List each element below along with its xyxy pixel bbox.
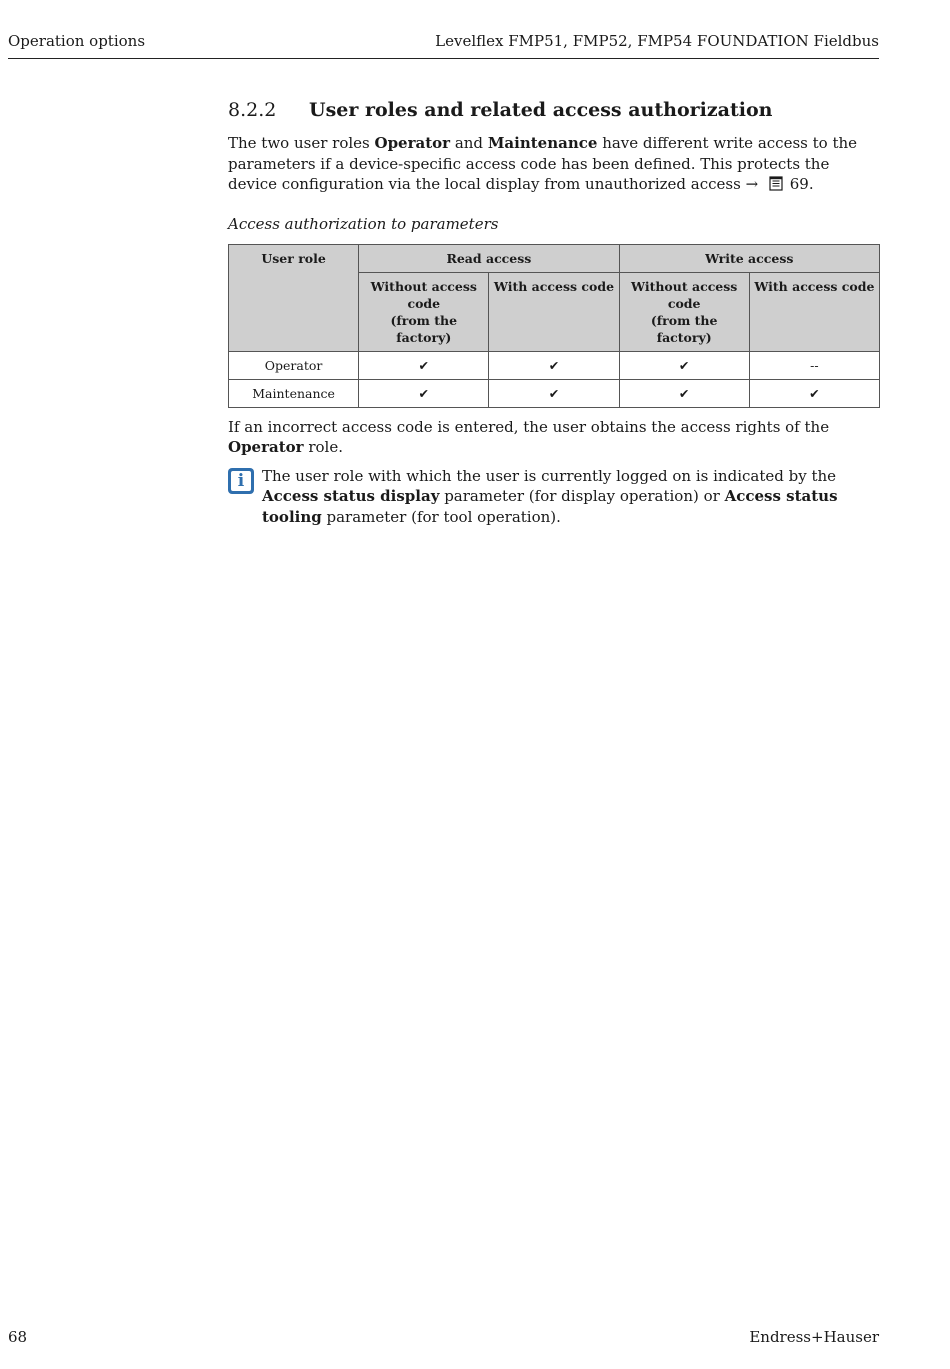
table-header-row [229, 244, 880, 272]
intro-text-2: and [450, 134, 488, 152]
cell-value: ✔ [619, 379, 749, 407]
col-write-with-code: With access code [749, 272, 879, 351]
cell-value: ✔ [619, 351, 749, 379]
section-heading [228, 96, 880, 124]
incorrect-code-paragraph [228, 417, 880, 458]
intro-operator-term: Operator [374, 134, 451, 152]
header-section-name: Operation options [8, 32, 146, 50]
page-reference-icon[interactable] [769, 176, 783, 197]
page-reference-link[interactable]: 69. [789, 175, 814, 193]
access-status-tooling-term: Access status tooling [262, 487, 838, 526]
row-role: Operator [229, 351, 359, 379]
col-write-without-code: Without access code (from the factory) [619, 272, 749, 351]
cell-value: ✔ [359, 379, 489, 407]
cell-value: ✔ [359, 351, 489, 379]
intro-text-3: have different write access to the parameters if a device-specific access code has been defined. This protects the device configuration via the local display from unauthorized access [228, 134, 858, 193]
intro-maintenance-term: Maintenance [487, 134, 598, 152]
section-title: User roles and related access authorization [309, 99, 773, 121]
page-number: 68 [8, 1328, 28, 1346]
header-document-title: Levelflex FMP51, FMP52, FMP54 FOUNDATION Fieldbus [435, 32, 879, 50]
cell-value: ✔ [489, 351, 619, 379]
col-read-with-code: With access code [489, 272, 619, 351]
table-caption: Access authorization to parameters [228, 214, 499, 233]
info-icon: i [228, 468, 254, 494]
row-role: Maintenance [229, 379, 359, 407]
col-group-write: Write access [619, 244, 879, 272]
intro-paragraph [228, 133, 880, 197]
info-note [228, 466, 880, 528]
access-authorization-table [228, 244, 880, 408]
cell-value: ✔ [489, 379, 619, 407]
cell-value: ✔ [749, 379, 879, 407]
table-row [229, 351, 880, 379]
table-row [229, 379, 880, 407]
after-text-2: role. [303, 438, 343, 456]
info-note-text: The user role with which the user is currently logged on is indicated by the Access status display parameter (for display operation) or Access status tooling parameter (for tool operation). [262, 466, 838, 526]
footer-brand: Endress+Hauser [749, 1328, 879, 1346]
arrow-icon: → [745, 175, 759, 193]
section-number: 8.2.2 [228, 99, 277, 121]
intro-text-1: The two user roles [228, 134, 375, 152]
cell-value: -- [749, 351, 879, 379]
after-text-1: If an incorrect access code is entered, the user obtains the access rights of the [228, 417, 830, 436]
main-content [228, 96, 880, 527]
col-group-read: Read access [359, 244, 619, 272]
access-status-display-term: Access status display [262, 487, 440, 505]
col-user-role: User role [229, 244, 359, 351]
col-read-without-code: Without access code (from the factory) [359, 272, 489, 351]
after-operator-term: Operator [228, 438, 304, 456]
page-header [8, 30, 879, 59]
